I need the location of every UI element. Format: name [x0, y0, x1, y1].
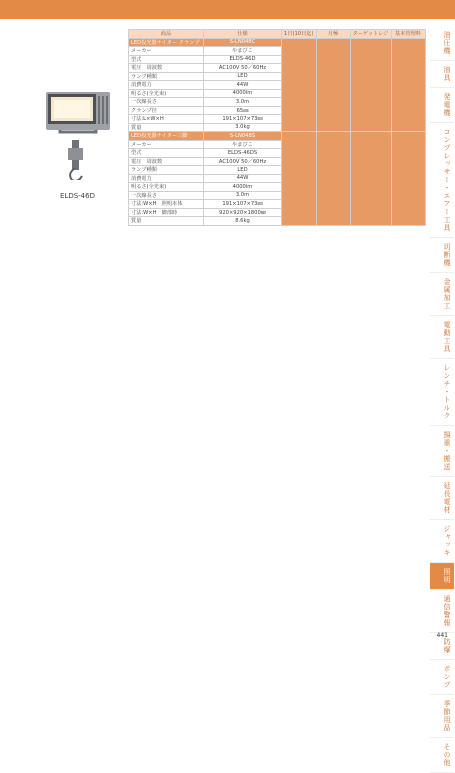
sidebar-item[interactable]: ポンプ	[430, 660, 454, 695]
product-photo-caption: ELDS-46D	[60, 192, 95, 200]
spec-label: 一次線長さ	[129, 191, 204, 200]
spec-value: 920×920×1800㎜	[204, 208, 282, 217]
price-cell	[391, 38, 425, 132]
spec-value: 191×107×73㎜	[204, 200, 282, 209]
sidebar-item[interactable]: 油具	[430, 61, 454, 88]
header-monthly: 月極	[316, 30, 350, 39]
price-cell	[282, 38, 317, 132]
header-product: 商品	[129, 30, 204, 39]
sidebar-item[interactable]: その他	[430, 738, 454, 773]
spec-value: LED	[204, 166, 282, 175]
sidebar-item[interactable]: 揚重・搬送	[430, 426, 454, 477]
product-code: S-LN048S	[204, 132, 282, 141]
spec-value: 191×107×73㎜	[204, 115, 282, 124]
spec-label: ランプ種類	[129, 72, 204, 81]
sidebar-item[interactable]: コンプレッサー・エアー工具	[430, 123, 454, 238]
spec-value: AC100V 50／60Hz	[204, 157, 282, 166]
spec-label: 寸法:W×H 照明本体	[129, 200, 204, 209]
sidebar-item[interactable]: 金属加工	[430, 273, 454, 316]
category-sidebar	[430, 26, 454, 773]
page-number: 441	[436, 632, 448, 639]
price-cell	[316, 38, 350, 132]
spec-label: メーカー	[129, 47, 204, 56]
spec-value: AC100V 50／60Hz	[204, 64, 282, 73]
spec-value: 44W	[204, 81, 282, 90]
sidebar-item[interactable]: 発電機	[430, 88, 454, 123]
price-cell	[391, 132, 425, 226]
spec-value: やまびこ	[204, 140, 282, 149]
spec-value: 3.0m	[204, 98, 282, 107]
spec-value: 4000lm	[204, 89, 282, 98]
spec-value: 3.0m	[204, 191, 282, 200]
spec-table	[128, 29, 426, 226]
spec-label: 電圧 周波数	[129, 157, 204, 166]
spec-value: ELDS-46DS	[204, 149, 282, 158]
spec-value: LED	[204, 72, 282, 81]
spec-label: 型式	[129, 55, 204, 64]
spec-label: 寸法:W×H 脚部時	[129, 208, 204, 217]
price-cell	[350, 38, 391, 132]
spec-table-header	[129, 30, 426, 39]
spec-label: クランプ径	[129, 106, 204, 115]
spec-value: 3.0kg	[204, 123, 282, 132]
product-section-row	[129, 38, 426, 47]
spec-label: 寸法:L×W×H	[129, 115, 204, 124]
sidebar-item[interactable]: ジャッキ	[430, 520, 454, 563]
sidebar-item[interactable]: 切断機	[430, 238, 454, 273]
sidebar-item[interactable]: 延長電材	[430, 477, 454, 520]
sidebar-item[interactable]: 季節用品	[430, 695, 454, 738]
header-daily: 1日(10日迄)	[282, 30, 317, 39]
product-name: LED投光器ナイター三脚	[129, 132, 204, 141]
spec-value: 44W	[204, 174, 282, 183]
spec-label: 明るさ(全光束)	[129, 89, 204, 98]
spec-label: 消費電力	[129, 174, 204, 183]
sidebar-item[interactable]: 防爆	[430, 633, 454, 660]
sidebar-item[interactable]: 油圧機	[430, 26, 454, 61]
header-spec: 仕様	[204, 30, 282, 39]
spec-value: やまびこ	[204, 47, 282, 56]
spec-label: 質量	[129, 217, 204, 226]
spec-value: 4000lm	[204, 183, 282, 192]
price-cell	[316, 132, 350, 226]
product-code: S-LN048C	[204, 38, 282, 47]
product-photo	[38, 88, 118, 180]
spec-label: 質量	[129, 123, 204, 132]
spec-label: 電圧 周波数	[129, 64, 204, 73]
spec-label: ランプ種類	[129, 166, 204, 175]
header-basic-fee: 基本管理料	[391, 30, 425, 39]
spec-value: ELDS-46D	[204, 55, 282, 64]
spec-label: メーカー	[129, 140, 204, 149]
top-color-bar	[0, 0, 455, 19]
spec-label: 消費電力	[129, 81, 204, 90]
sidebar-item[interactable]: 電動工具	[430, 316, 454, 359]
product-name: LED投光器ナイター クランプ	[129, 38, 204, 47]
header-target: ターゲットレジ	[350, 30, 391, 39]
sidebar-item[interactable]: 照明	[430, 563, 454, 590]
sidebar-item[interactable]: 通信警報	[430, 590, 454, 633]
price-cell	[282, 132, 317, 226]
spec-label: 明るさ(全光束)	[129, 183, 204, 192]
product-section-row	[129, 132, 426, 141]
spec-value: 8.6kg	[204, 217, 282, 226]
spec-label: 一次線長さ	[129, 98, 204, 107]
price-cell	[350, 132, 391, 226]
sidebar-item[interactable]: レンチ・トルク	[430, 359, 454, 426]
spec-value: 65㎜	[204, 106, 282, 115]
spec-label: 型式	[129, 149, 204, 158]
